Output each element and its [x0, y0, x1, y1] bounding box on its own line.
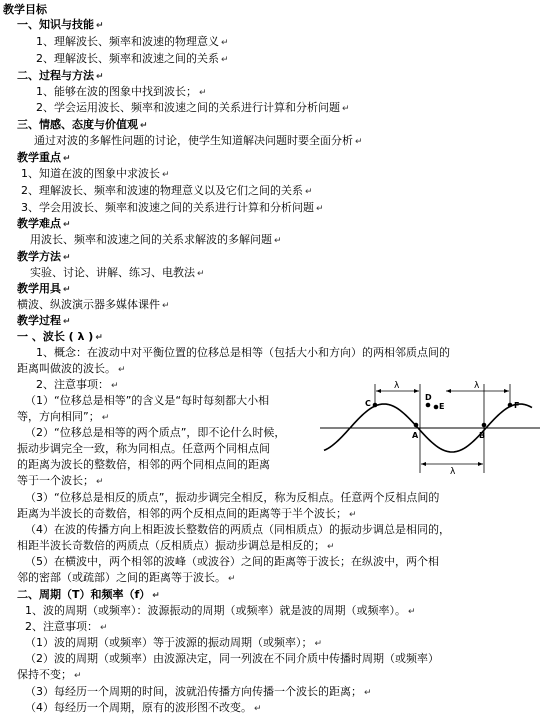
lambda-label-top-left: λ	[394, 381, 400, 391]
goals-title: 教学目标	[3, 3, 47, 16]
wavelength-concept-line-2: 距离叫做波的波长。 ↵	[17, 362, 126, 375]
point-a	[414, 423, 419, 428]
wave-diagram	[318, 378, 540, 476]
difficulty-title: 教学难点 ↵	[17, 217, 71, 230]
point-label-d: D	[425, 393, 432, 402]
goals-item-1-2: 2、理解波长、频率和波速之间的关系 ↵	[36, 52, 229, 65]
key-point-3: 3、学会用波长、频率和波速之间的关系进行计算和分析问题 ↵	[21, 201, 324, 214]
point-label-e: E	[439, 402, 445, 411]
period-note-3: （3）每经历一个周期的时间，波就沿传播方向传播一个波长的距离； ↵	[25, 685, 372, 698]
process-title: 教学过程 ↵	[17, 314, 71, 327]
key-point-2: 2、理解波长、频率和波速的物理意义以及它们之间的关系 ↵	[21, 184, 313, 197]
point-f	[508, 403, 513, 408]
period-heading: 二、周期（T）和频率（f） ↵	[17, 588, 160, 601]
wavelength-note-2-line-3: 的距离为波长的整数倍，相邻的两个同相点间的距离	[17, 458, 270, 471]
point-label-c: C	[365, 399, 371, 408]
period-notes-heading: 2、注意事项： ↵	[25, 620, 108, 633]
period-note-4: （4）每经历一个周期，原有的波形图不改变。 ↵	[25, 701, 262, 714]
point-d	[426, 403, 431, 408]
arrowhead	[504, 389, 509, 393]
wavelength-note-2-line-2: 振动步调完全一致，称为同相点。任意两个同相点间	[17, 442, 270, 455]
goals-section-1: 一、知识与技能 ↵	[17, 18, 104, 31]
point-label-a: A	[412, 431, 419, 440]
wavelength-note-3-line-2: 距离为半波长的奇数倍，相邻的两个反相点间的距离等于半个波长； ↵	[17, 507, 357, 520]
arrowhead	[376, 389, 381, 393]
wavelength-heading: 一 、波长 ( λ ) ↵	[17, 330, 103, 343]
methods-text: 实验、讨论、讲解、练习、电教法 ↵	[30, 266, 205, 279]
tools-title: 教学用具 ↵	[17, 282, 71, 295]
lambda-label-top-right: λ	[474, 381, 480, 391]
wavelength-note-4-line-2: 相距半波长奇数倍的两质点（反相质点）振动步调总是相反的； ↵	[17, 539, 335, 552]
wavelength-note-5-line-1: （5）在横波中，两个相邻的波峰（或波谷）之间的距离等于波长；在纵波中，两个相	[25, 555, 439, 568]
wavelength-note-5-line-2: 邻的密部（或疏部）之间的距离等于波长。 ↵	[17, 571, 236, 584]
point-label-f: F	[514, 401, 520, 410]
arrowhead	[446, 389, 451, 393]
difficulty-text: 用波长、频率和波速之间的关系求解波的多解问题 ↵	[30, 233, 282, 246]
goals-section-2: 二、过程与方法 ↵	[17, 69, 104, 82]
goals-item-2-1: 1、能够在波的图象中找到波长； ↵	[36, 85, 207, 98]
arrowhead	[421, 462, 426, 466]
wavelength-note-1-line-2: 等，方向相同”； ↵	[17, 410, 110, 423]
goals-section-3: 三、情感、态度与价值观 ↵	[17, 118, 148, 131]
point-b	[482, 423, 487, 428]
wavelength-concept-line-1: 1、概念：在波动中对平衡位置的位移总是相等（包括大小和方向）的两相邻质点间的	[36, 346, 450, 359]
point-label-b: B	[479, 431, 486, 440]
period-note-1: （1）波的周期（或频率）等于波源的振动周期（或频率）； ↵	[25, 636, 323, 649]
point-e	[434, 405, 439, 410]
arrowhead	[414, 389, 419, 393]
goals-item-2-2: 2、学会运用波长、频率和波速之间的关系进行计算和分析问题 ↵	[36, 101, 350, 114]
methods-title: 教学方法 ↵	[17, 250, 71, 263]
key-point-1: 1、知道在波的图象中求波长 ↵	[21, 167, 170, 180]
key-points-title: 教学重点 ↵	[17, 151, 71, 164]
wavelength-note-3-line-1: （3）“位移总是相反的质点”，振动步调完全相反，称为反相点。任意两个反相点间的	[25, 491, 440, 504]
period-point-1: 1、波的周期（或频率）：波源振动的周期（或频率）就是波的周期（或频率）。 ↵	[25, 604, 416, 617]
wavelength-note-2-line-1: （2）“位移总是相等的两个质点”，即不论什么时候，	[25, 426, 286, 439]
tools-text: 横波、纵波演示器多媒体课件 ↵	[17, 298, 170, 311]
period-note-2-line-1: （2）波的周期（或频率）由波源决定，同一列波在不同介质中传播时周期（或频率）	[25, 652, 439, 665]
goals-item-1-1: 1、理解波长、频率和波速的物理意义 ↵	[36, 35, 229, 48]
lambda-label-bottom: λ	[450, 467, 456, 476]
period-note-2-line-2: 保持不变； ↵	[17, 668, 82, 681]
goals-item-3-1: 通过对波的多解性问题的讨论，使学生知道解决问题时要全面分析 ↵	[34, 134, 363, 147]
wavelength-note-2-line-4: 等于一个波长； ↵	[17, 474, 104, 487]
wavelength-note-1-line-1: （1）“位移总是相等”的含义是“每时每刻都大小相	[25, 394, 270, 407]
wavelength-note-4-line-1: （4）在波的传播方向上相距波长整数倍的两质点（同相质点）的振动步调总是相同的，	[25, 523, 450, 536]
point-c	[373, 403, 378, 408]
arrowhead	[478, 462, 483, 466]
wavelength-notes-heading: 2、注意事项： ↵	[36, 378, 119, 391]
